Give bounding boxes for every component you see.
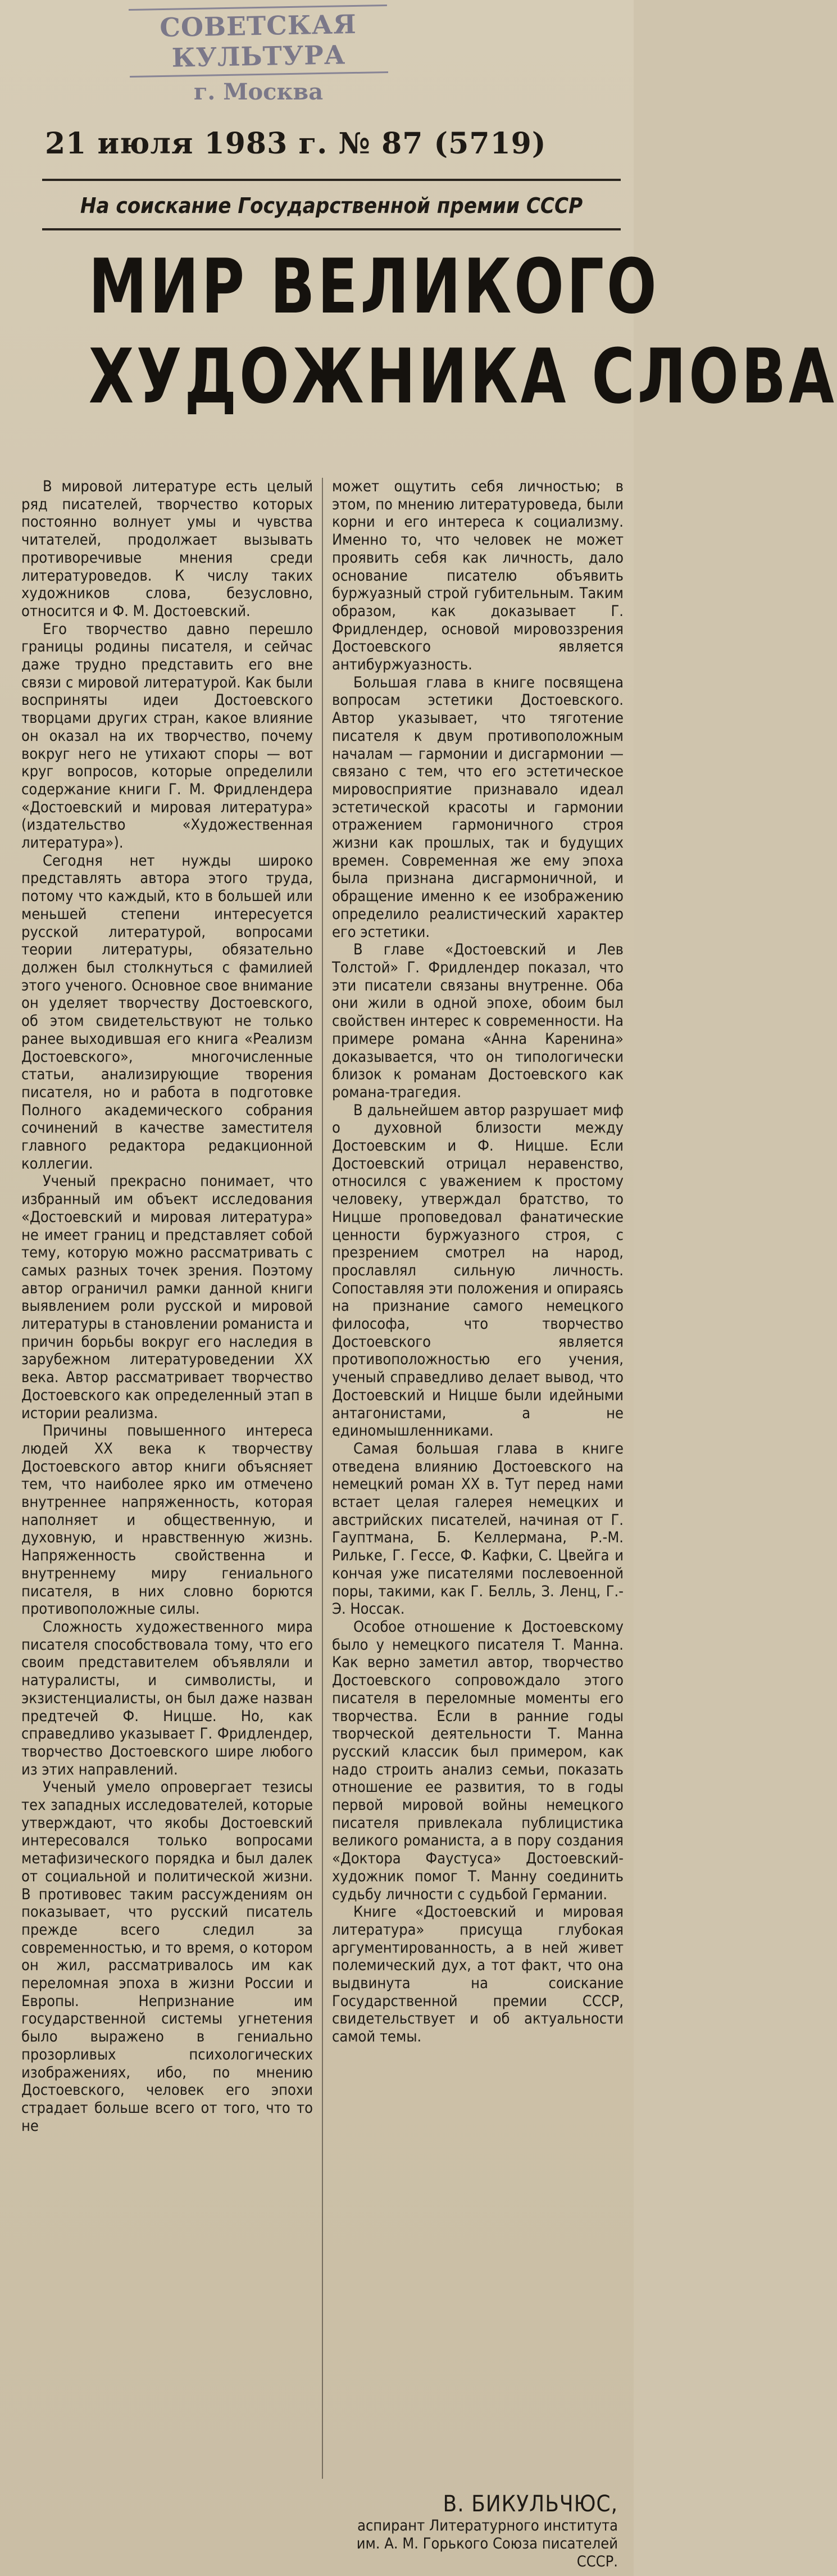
paragraph: может ощутить себя личностью; в этом, по мнению литературоведа, были корни и его интереса к социализму. Именно то, что человек не может проявить себя как личность, дало основание писателю объявить буржуазный строй губительным. Таким образом, как доказывает Г. Фридлендер, основой мировоззрения Достоевского является антибуржуазность. xyxy=(331,478,624,674)
paragraph: В мировой литературе есть целый ряд писателей, творчество которых постоянно волнует умы и чувства читателей, продолжает вызывать противоречивые мнения среди литературоведов. К числу таких художников слова, безусловно, относится и Ф. М. Достоевский. xyxy=(21,478,313,620)
paragraph: Большая глава в книге посвящена вопросам эстетики Достоевского. Автор указывает, что тяготение писателя к двум противоположным началам — гармонии и дисгармонии — связано с тем, что его эстетическое мировосприятие признавало идеал эстетической красоты и гармонии отражением гармоничного строя жизни как прошлых, так и будущих времен. Современная же ему эпоха была признана дисгармоничной, и обращение именно к ее изображению определило реалистический характер его эстетики. xyxy=(331,673,624,941)
paragraph: В дальнейшем автор разрушает миф о духовной близости между Достоевским и Ф. Ницше. Если Достоевский отрицал неравенство, относился с уважением к простому человеку, утверждал братство, то Ницше проповедовал фанатические ценности буржуазного строя, с презрением смотрел на народ, прославлял сильную личность. Сопоставляя эти положения и опираясь на признание самого немецкого философа, что творчество Достоевского является противоположностью его учения, ученый справедливо делает вывод, что Достоевский и Ницше были идейными антагонистами, а не единомышленниками. xyxy=(331,1101,624,1440)
stamp-city: г. Москва xyxy=(193,79,324,105)
article-column-1 xyxy=(21,478,313,2479)
author-signature xyxy=(348,2491,618,2571)
article-column-2 xyxy=(332,478,624,2479)
rubric-rule-top xyxy=(42,179,621,181)
paragraph: Ученый прекрасно понимает, что избранный им объект исследования «Достоевский и мировая литература» не имеет границ и представляет собой тему, которую можно рассматривать с самых разных точек зрения. Поэтому автор ограничил рамки данной книги выявлением роли русской и мировой литературы в становлении романиста и причин борьбы вокруг его наследия в зарубежном литературоведении XX века. Автор рассматривает творчество Достоевского как определенный этап в истории реализма. xyxy=(21,1172,313,1422)
stamp-newspaper-name: СОВЕТСКАЯ КУЛЬТУРА xyxy=(129,4,388,78)
paragraph: В главе «Достоевский и Лев Толстой» Г. Фридлендер показал, что эти писатели связаны внутренне. Оба они жили в одной эпохе, обоим был свойствен интерес к современности. На примере романа «Анна Каренина» доказывается, что он типологически близок к романам Достоевского как романа-трагедия. xyxy=(331,941,624,1101)
paragraph: Ученый умело опровергает тезисы тех западных исследователей, которые утверждают, что якобы Достоевский интересовался только вопросами метафизического порядка и был далек от социальной и политической жизни. В противовес таким рассуждениям он показывает, что русский писатель прежде всего следил за современностью, и то время, о котором он жил, рассматривалось им как переломная эпоха в жизни России и Европы. Непризнание им государственной системы угнетения было выражено в гениально прозорливых психологических изображениях, ибо, по мнению Достоевского, человек его эпохи страдает больше всего от того, что то не xyxy=(21,1778,313,2135)
column-divider xyxy=(322,478,323,2479)
paragraph: Книге «Достоевский и мировая литература» присуща глубокая аргументированность, а в ней живет полемический дух, а тот факт, что она выдвинута на соискание Государственной премии СССР, свидетельствует и об актуальности самой темы. xyxy=(331,1903,624,2046)
issue-line: 21 июля 1983 г. № 87 (5719) xyxy=(45,126,547,161)
rubric-rule-bottom xyxy=(42,228,621,230)
author-name: В. БИКУЛЬЧЮС, xyxy=(443,2491,618,2517)
headline-line-1: МИР ВЕЛИКОГО xyxy=(88,243,659,331)
paragraph: Самая большая глава в книге отведена влиянию Достоевского на немецкий роман XX в. Тут перед нами встает целая галерея немецких и австрийских писателей, начиная от Г. Гауптмана, Б. Келлермана, Р.-М. Рильке, Г. Гессе, Ф. Кафки, С. Цвейга и кончая уже писателями послевоенной поры, такими, как Г. Белль, З. Ленц, Г.-Э. Носсак. xyxy=(331,1439,624,1618)
paragraph: Причины повышенного интереса людей XX века к творчеству Достоевского автор книги объясняет тем, что наиболее ярко им отмечено внутреннее напряженность, которая наполняет и общественную, и духовную, и нравственную жизнь. Напряженность свойственна и внутреннему миру гениального писателя, в них словно борются противоположные силы. xyxy=(21,1422,313,1618)
headline xyxy=(22,242,837,422)
library-stamp xyxy=(129,7,388,105)
paragraph: Сложность художественного мира писателя способствовала тому, что его своим представителем объявляли и натуралисты, и символисты, и экзистенциалисты, он был даже назван предтечей Ф. Ницше. Но, как справедливо указывает Г. Фридлендер, творчество Достоевского шире любого из этих направлений. xyxy=(21,1618,313,1778)
author-role: аспирант Литературного института им. А. М. Горького Союза писателей СССР. xyxy=(356,2517,618,2570)
headline-line-2: ХУДОЖНИКА СЛОВА xyxy=(88,333,837,420)
article-body xyxy=(21,478,624,2479)
paragraph: Его творчество давно перешло границы родины писателя, и сейчас даже трудно представить его вне связи с мировой литературой. Как были восприняты идеи Достоевского творцами других стран, какое влияние он оказал на их творчество, почему вокруг него не утихают споры — вот круг вопросов, которые определили содержание книги Г. М. Фридлендера «Достоевский и мировая литература» (издательство «Художественная литература»). xyxy=(21,620,313,852)
rubric: На соискание Государственной премии СССР xyxy=(80,193,583,218)
paragraph: Сегодня нет нужды широко представлять автора этого труда, потому что каждый, кто в большей или меньшей степени интересуется русской литературой, вопросами теории литературы, обязательно должен был столкнуться с фамилией этого ученого. Основное свое внимание он уделяет творчеству Достоевского, об этом свидетельствуют не только ранее выходившая его книга «Реализм Достоевского», многочисленные статьи, анализирующие творения писателя, но и работа в подготовке Полного академического собрания сочинений в качестве заместителя главного редактора редакционной коллегии. xyxy=(21,852,313,1172)
paragraph: Особое отношение к Достоевскому было у немецкого писателя Т. Манна. Как верно заметил автор, творчество Достоевского сопровождало этого писателя в переломные моменты его творчества. Если в ранние годы творческой деятельности Т. Манна русский классик был примером, как надо строить анализ семьи, показать отношение ее развития, то в годы первой мировой войны немецкого писателя привлекала публицистика великого романиста, а в пору создания «Доктора Фаустуса» Достоевский-художник помог Т. Манну соединить судьбу личности с судьбой Германии. xyxy=(331,1618,624,1903)
